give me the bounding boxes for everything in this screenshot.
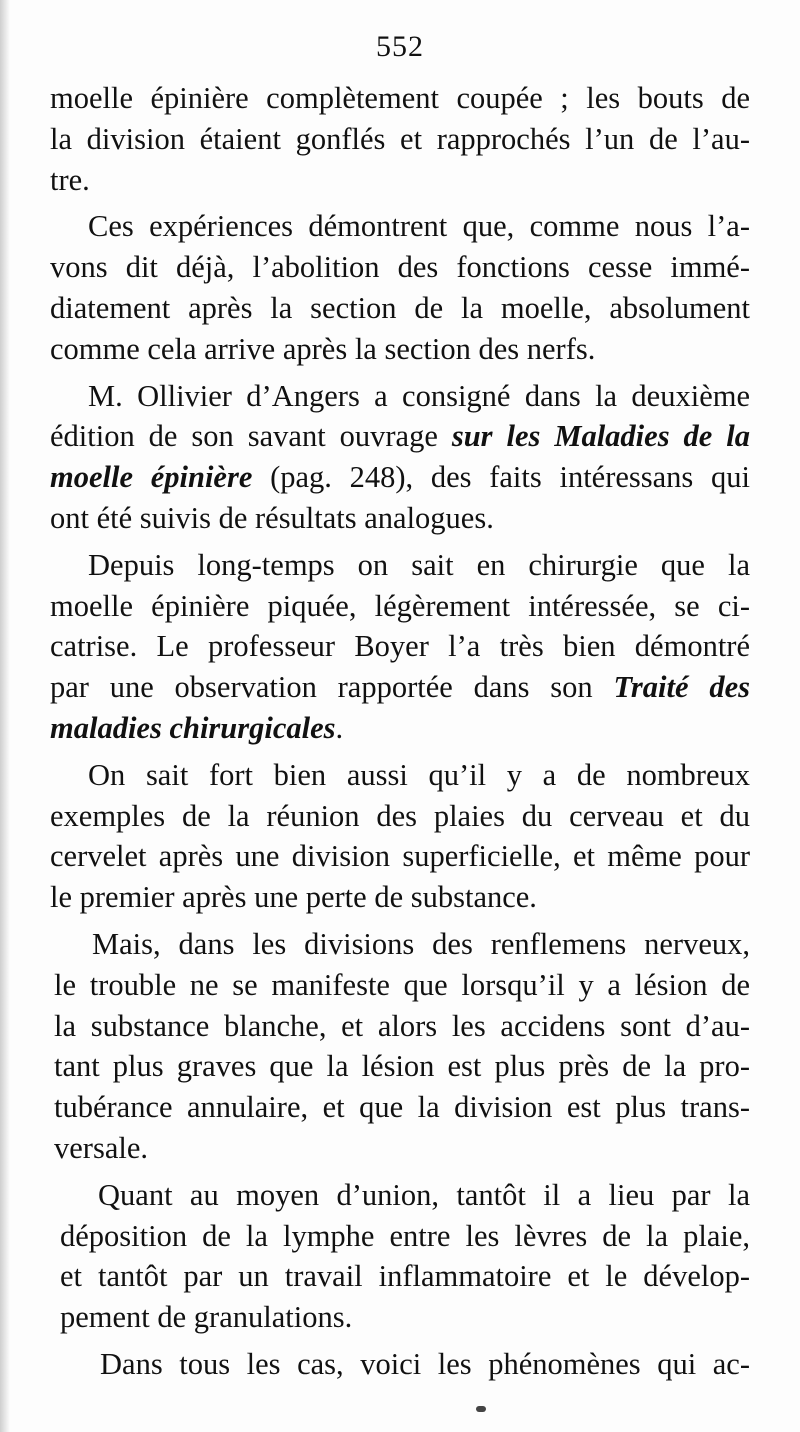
text-run: . <box>335 710 344 745</box>
text-line: cervelet après une division superficielle, et même pour <box>50 839 750 874</box>
text-line: vons dit déjà, l’abolition des fonctions cesse immé- <box>50 250 750 285</box>
page-binding-edge <box>0 0 10 1432</box>
text-line: Ces expériences démontrent que, comme nous l’a- <box>88 209 750 244</box>
text-line: On sait fort bien aussi qu’il y a de nombreux <box>88 757 750 792</box>
text-line: déposition de la lymphe entre les lèvres de la plaie, <box>60 1218 750 1253</box>
text-line: Depuis long-temps on sait en chirurgie que la <box>88 547 750 582</box>
text-line: tre. <box>50 162 90 197</box>
paragraph-2 <box>50 206 750 369</box>
text-line: Dans tous les cas, voici les phénomènes qui ac- <box>100 1346 750 1381</box>
text-line: la substance blanche, et alors les accidens sont d’au- <box>54 1008 750 1043</box>
text-line: ont été suivis de résultats analogues. <box>50 500 494 535</box>
text-line: moelle épinière complètement coupée ; les bouts de <box>50 81 750 115</box>
text-line: le trouble ne se manifeste que lorsqu’il y a lésion de <box>54 967 750 1002</box>
book-title-italic: maladies chirurgicales <box>50 710 336 745</box>
text-line: Mais, dans les divisions des renflemens nerveux, <box>92 926 750 961</box>
book-title-italic: moelle épinière <box>50 460 253 495</box>
text-line: comme cela arrive après la section des nerfs. <box>50 331 596 366</box>
text-line <box>50 708 750 749</box>
paragraph-5 <box>50 755 750 918</box>
paragraph-1 <box>50 78 750 200</box>
text-line: tant plus graves que la lésion est plus près de la pro- <box>54 1049 750 1084</box>
text-line: le premier après une perte de substance. <box>50 880 537 915</box>
text-line: M. Ollivier d’Angers a consigné dans la deuxième <box>88 378 750 413</box>
text-line <box>50 667 750 708</box>
text-line: pement de granulations. <box>60 1300 353 1335</box>
paragraph-4 <box>50 545 750 749</box>
text-line: exemples de la réunion des plaies du cerveau et du <box>50 798 750 833</box>
text-line: moelle épinière piquée, légèrement intéressée, se ci- <box>50 588 750 623</box>
text-line: et tantôt par un travail inflammatoire et le dévelop- <box>60 1259 750 1294</box>
text-line: Quant au moyen d’union, tantôt il a lieu par la <box>98 1177 750 1212</box>
paragraph-3 <box>50 376 750 539</box>
text-line: la division étaient gonflés et rapprochés l’un de l’au- <box>50 121 750 156</box>
paragraph-6 <box>54 924 750 1169</box>
text-run: édition de son savant ouvrage <box>50 419 452 454</box>
book-title-italic: Traité des <box>613 670 750 705</box>
paragraph-8 <box>62 1344 750 1385</box>
text-run: par une observation rapportée dans son <box>50 670 614 705</box>
paragraph-7 <box>60 1175 750 1338</box>
text-line <box>50 416 750 457</box>
book-title-italic: sur les Maladies de la <box>451 419 750 454</box>
page-number: 552 <box>376 30 424 63</box>
text-line: versale. <box>54 1130 148 1165</box>
ink-spot <box>476 1406 486 1412</box>
text-line: diatement après la section de la moelle, absolument <box>50 290 750 325</box>
page-body <box>50 78 750 1391</box>
text-run: (pag. 248), des faits intéressans qui <box>252 460 750 495</box>
text-line: tubérance annulaire, et que la division est plus trans- <box>54 1090 750 1125</box>
text-line <box>50 457 750 498</box>
text-line: catrise. Le professeur Boyer l’a très bien démontré <box>50 629 750 664</box>
